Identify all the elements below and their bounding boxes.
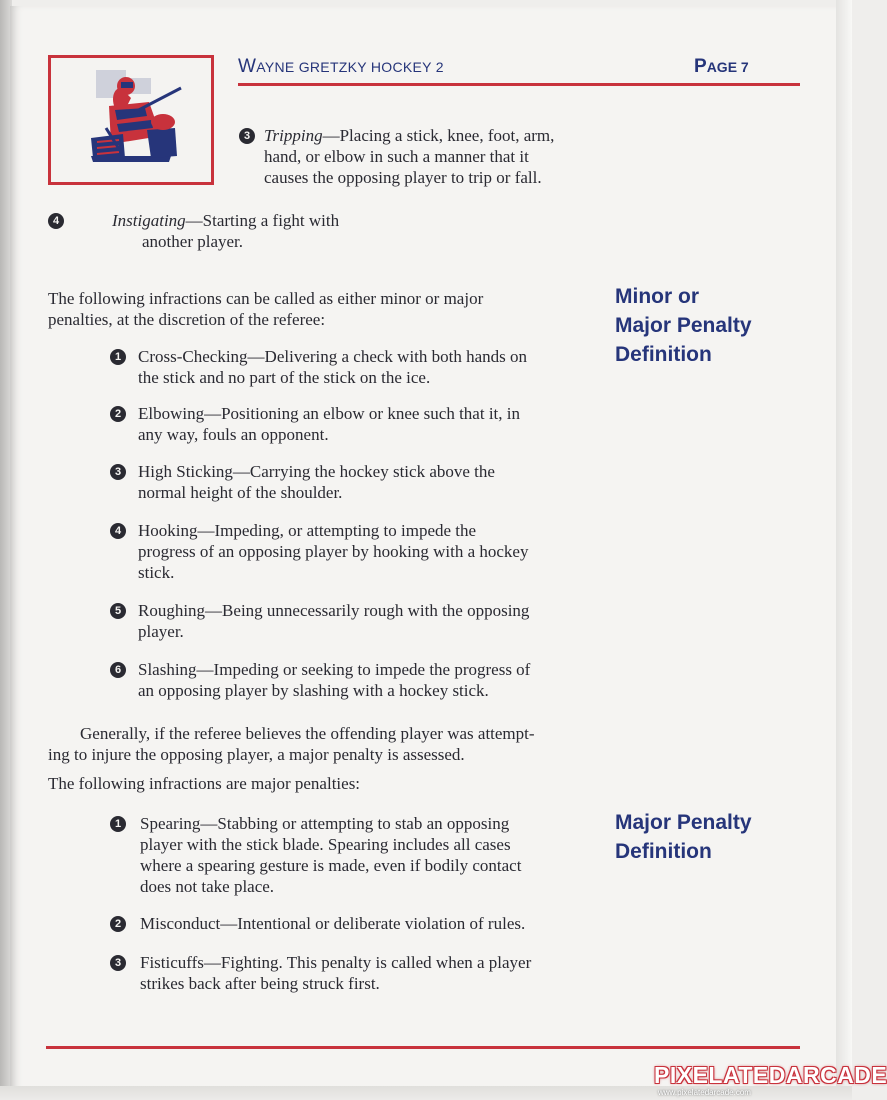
manual-title: WAYNE GRETZKY HOCKEY 2 [238, 56, 444, 77]
slashing-item: Slashing—Impeding or seeking to impede the progress of an opposing player by slashing with a hockey stick. [138, 660, 531, 700]
cross-checking-item: Cross-Checking—Delivering a check with both hands on the stick and no part of the stick on the ice. [138, 347, 528, 387]
item-marker: 2 [110, 406, 126, 422]
page-number: PAGE 7 [694, 56, 749, 77]
general-paragraph: Generally, if the referee believes the offending player was attempt- ing to injure the opposing player, a major penalty is assessed. [48, 724, 535, 764]
item-marker: 1 [110, 816, 126, 832]
misconduct-item: Misconduct—Intentional or deliberate violation of rules. [140, 914, 526, 933]
instigating-item: Instigating—Starting a fight with another player. [112, 211, 340, 251]
goalie-logo [48, 55, 214, 185]
major-intro: The following infractions are major penalties: [48, 774, 361, 793]
roughing-item: Roughing—Being unnecessarily rough with the opposing player. [138, 601, 530, 641]
sidebar-major-heading: Major Penalty Definition [615, 811, 752, 863]
item-marker: 3 [110, 464, 126, 480]
fisticuffs-item: Fisticuffs—Fighting. This penalty is called when a player strikes back after being struck first. [140, 953, 532, 993]
watermark-logo: PIXELATEDARCADE [654, 1062, 887, 1088]
watermark-url: www.pixelatedarcade.com [658, 1088, 751, 1097]
page-edge [836, 0, 852, 1100]
spearing-item: Spearing—Stabbing or attempting to stab an opposing player with the stick blade. Spearing includes all cases where a spearing gesture is made, even if bodily contact does not take place. [140, 814, 522, 896]
sidebar-minor-major-heading: Minor or Major Penalty Definition [615, 285, 752, 366]
footer-rule [46, 1046, 800, 1049]
item-marker: 4 [110, 523, 126, 539]
minor-major-intro: The following infractions can be called as either minor or major penalties, at the discretion of the referee: [48, 289, 484, 329]
item-marker: 6 [110, 662, 126, 678]
header-rule [238, 83, 800, 86]
hooking-item: Hooking—Impeding, or attempting to impede the progress of an opposing player by hooking with a hockey stick. [138, 521, 529, 582]
tripping-item: Tripping—Placing a stick, knee, foot, arm, hand, or elbow in such a manner that it causes the opposing player to trip or fall. [264, 126, 555, 187]
item-marker: 2 [110, 916, 126, 932]
item-marker: 3 [110, 955, 126, 971]
goalie-icon [51, 58, 211, 182]
show-through-text [240, 88, 248, 122]
item-marker: 4 [48, 213, 64, 229]
item-marker: 1 [110, 349, 126, 365]
item-marker: 3 [239, 128, 255, 144]
item-marker: 5 [110, 603, 126, 619]
high-sticking-item: High Sticking—Carrying the hockey stick above the normal height of the shoulder. [138, 462, 495, 502]
elbowing-item: Elbowing—Positioning an elbow or knee such that it, in any way, fouls an opponent. [138, 404, 520, 444]
